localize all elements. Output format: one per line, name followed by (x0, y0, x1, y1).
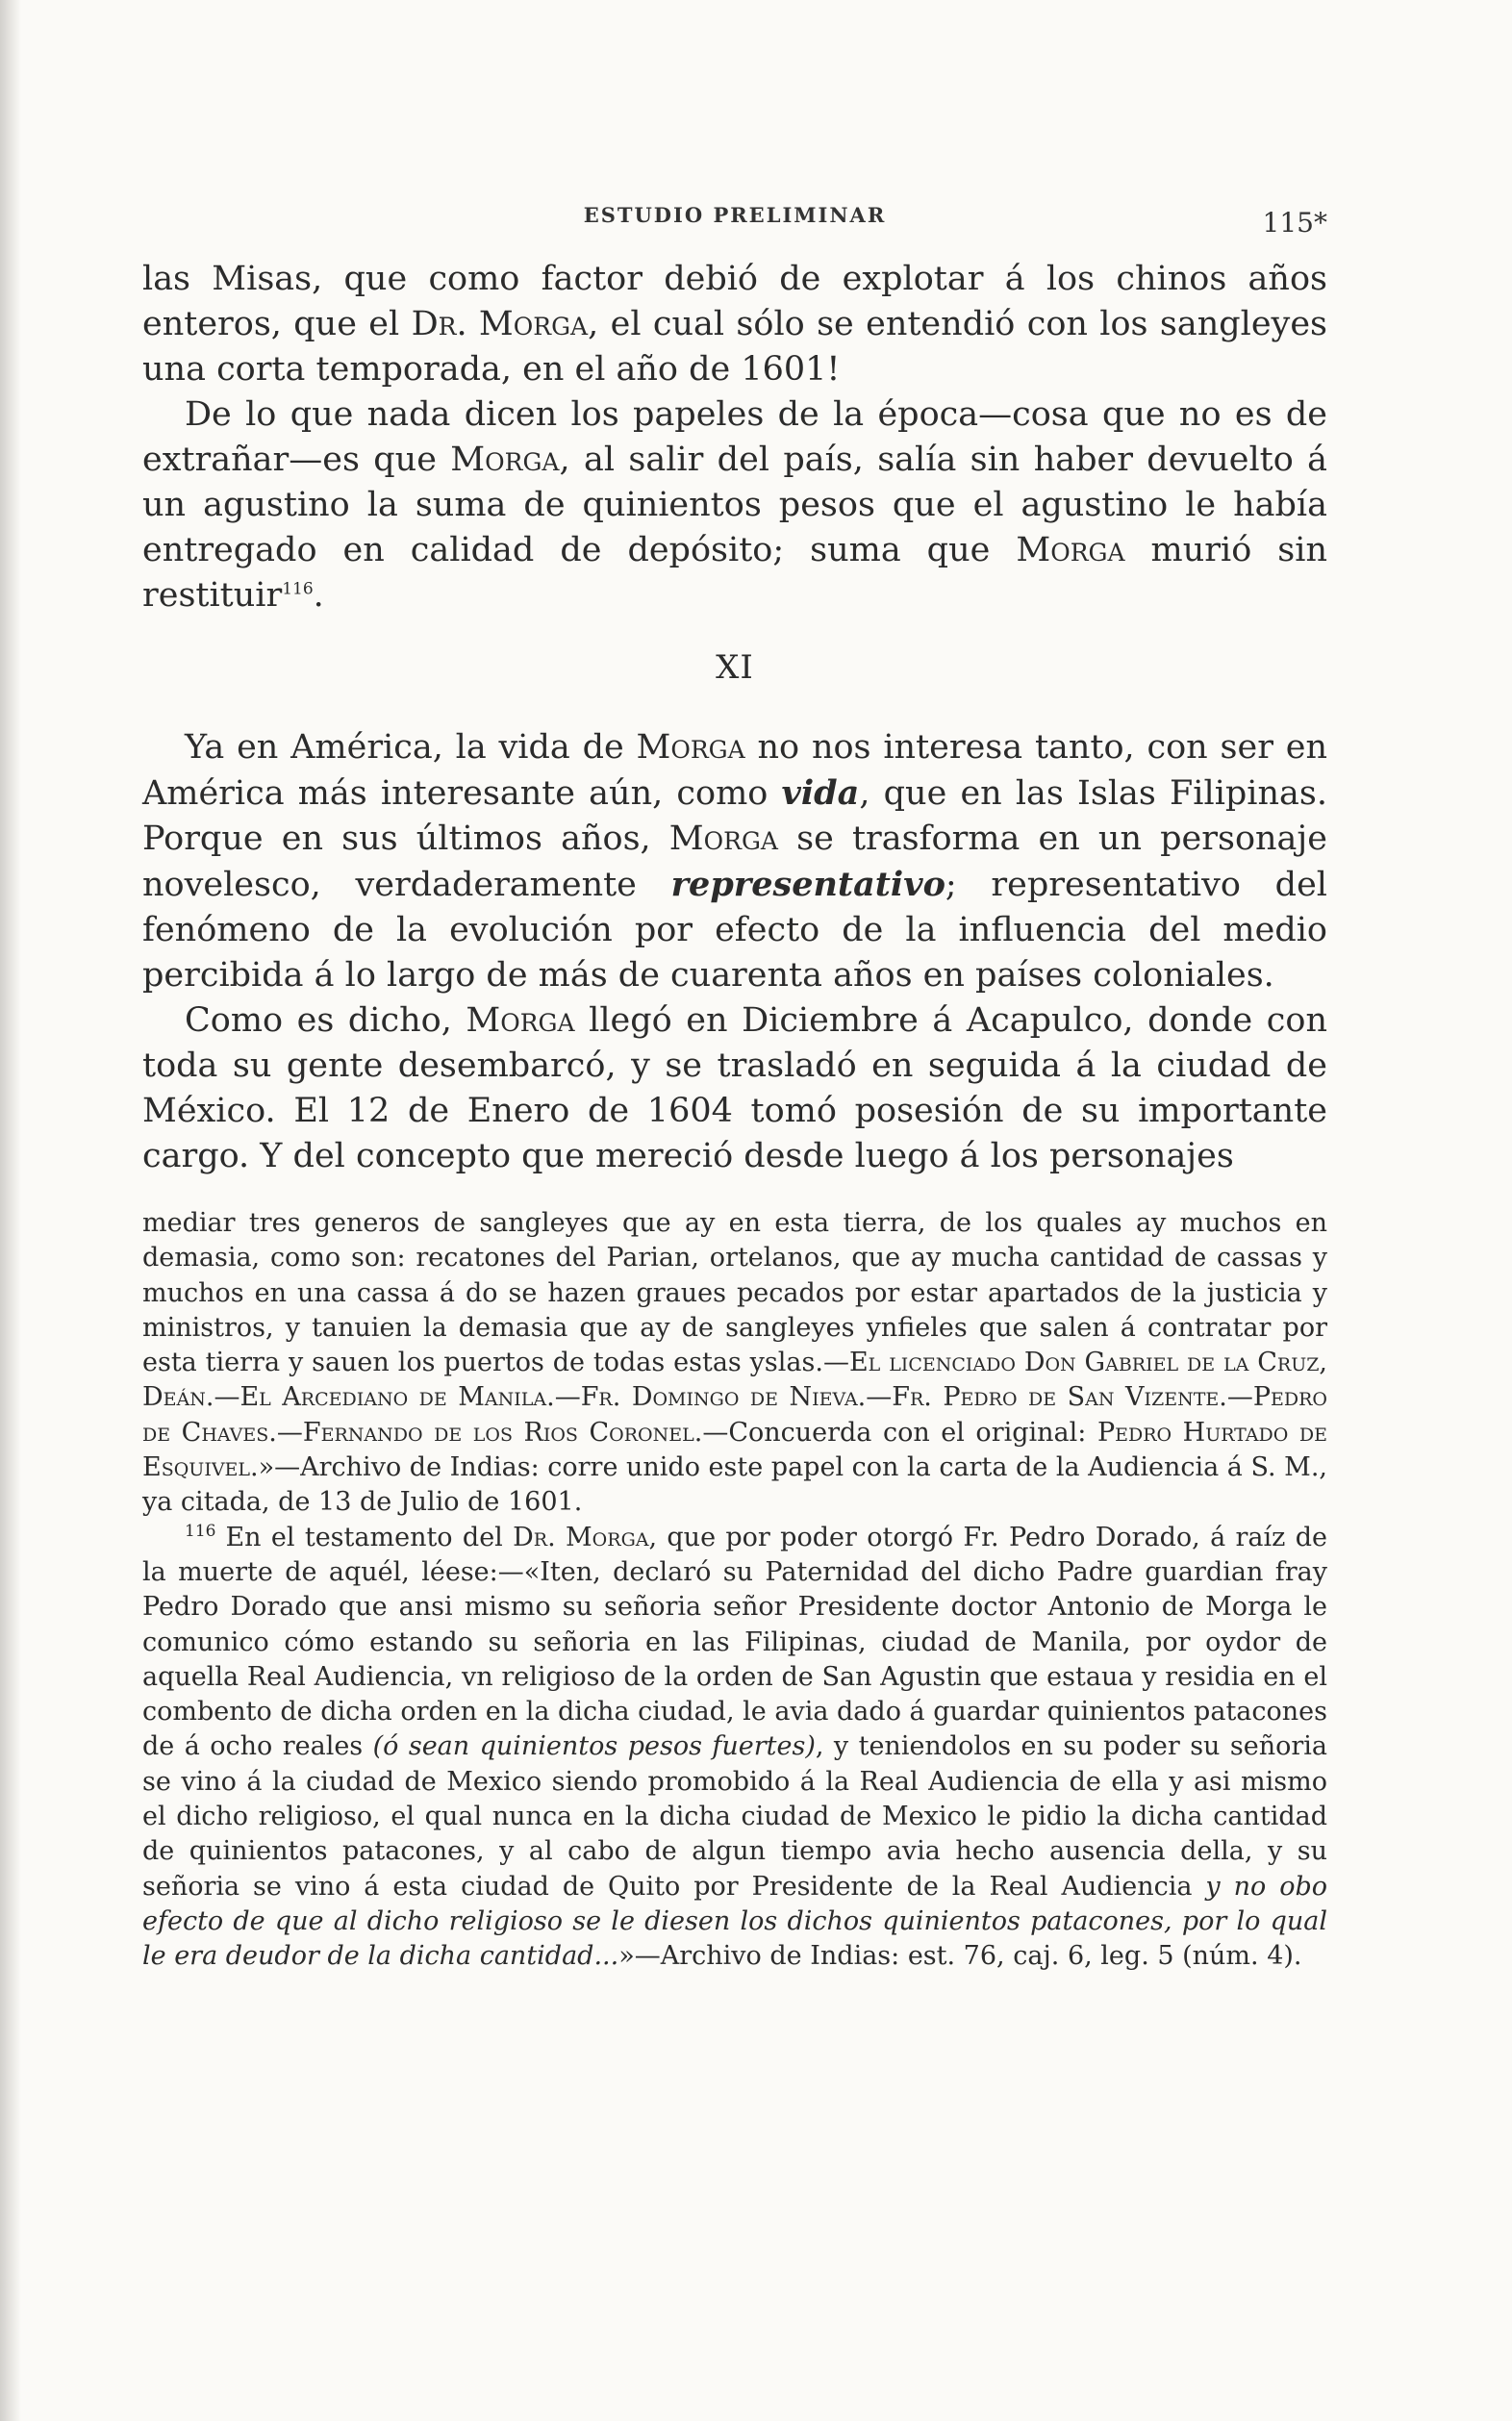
author-name: Morga (466, 1001, 575, 1040)
footnote-continuation: mediar tres generos de sangleyes que ay en esta tierra, de los quales ay muchos en demasia, como son: recatones del Parian, ortelanos, que ay mucha cantidad de cassas y muchos en una cassa á do se hazen graues pecados por estar apartados de la justicia y ministros, y tanuien la demasia que ay de sangleyes ynfieles que salen á contratar por esta tierra y sauen los puertos de todas estas yslas.—El licenciado Don Gabriel de la Cruz, Deán.—El Arcediano de Manila.—Fr. Domingo de Nieva.—Fr. Pedro de San Vizente.—Pedro de Chaves.—Fernando de los Rios Coronel.—Concuerda con el original: Pedro Hurtado de Esquivel.»—Archivo de Indias: corre unido este papel con la carta de la Audiencia á S. M., ya citada, de 13 de Julio de 1601. (142, 1208, 1327, 1518)
page-number: 115* (1262, 207, 1327, 239)
emphasis-representativo: representativo (670, 865, 945, 904)
footnote-116: $^{116}$ En el testamento del Dr. Morga, que por poder otorgó Fr. Pedro Dorado, á raíz de la muerte de aquél, léese:—«Iten, declaró su Paternidad del dicho Padre guardian fray Pedro Dorado que ansi mismo su señoria señor Presidente doctor Antonio de Morga le comunico cómo estando su señoria en las Filipinas, ciudad de Manila, por oydor de aquella Real Audiencia, vn religioso de la orden de San Agustin que estaua y residia en el combento de dicha orden en la dicha ciudad, le avia dado á guardar quinientos patacones de á ocho reales (ó sean quinientos pesos fuertes), y teniendolos en su poder su señoria se vino á la ciudad de Mexico siendo promobido á la Real Audiencia de ella y asi mismo el dicho religioso, el qual nunca en la dicha ciudad de Mexico le pidio la dicha cantidad de quinientos patacones, y al cabo de algun tiempo avia hecho ausencia della, y su señoria se vino á esta ciudad de Quito por Presidente de la Real Audiencia y no obo efecto de que al dicho religioso se le diesen los dichos quinientos patacones, por lo qual le era deudor de la dicha cantidad...»—Archivo de Indias: est. 76, caj. 6, leg. 5 (núm. 4). (142, 1521, 1327, 1972)
italic-quote: y no obo efecto de que al dicho religioso se le diesen los dichos quinientos patacones, por lo qual le era deudor de la dicha cantidad... (142, 1871, 1327, 1972)
paragraph-acapulco: Como es dicho, Morga llegó en Diciembre á Acapulco, donde con toda su gente desembarcó, y se trasladó en seguida á la ciudad de México. El 12 de Enero de 1604 tomó posesión de su importante cargo. Y del concepto que mereció desde luego á los personajes (142, 1001, 1327, 1175)
emphasis-vida: vida (781, 773, 860, 813)
author-name: Morga (1016, 531, 1125, 569)
signatories: El licenciado Don Gabriel de la Cruz, Deán.—El Arcediano de Manila.—Fr. Domingo de Nieva.—Fr. Pedro de San Vizente.—Pedro de Chaves.—Fernando de los Rios Coronel. (142, 1348, 1327, 1448)
main-text (142, 257, 1327, 1179)
footnotes (142, 1206, 1327, 1975)
author-name: Dr. Morga (513, 1522, 649, 1552)
author-name: Morga (636, 728, 745, 767)
paragraph-america: Ya en América, la vida de Morga no nos interesa tanto, con ser en América más interesante aún, como vida, que en las Islas Filipinas. Porque en sus últimos años, Morga se trasforma en un personaje novelesco, verdaderamente representativo; representativo del fenómeno de la evolución por efecto de la influencia del medio percibida á lo largo de más de cuarenta años en países coloniales. (142, 728, 1327, 995)
section-heading: XI (716, 648, 754, 687)
italic-aside: (ó sean quinientos pesos fuertes) (372, 1731, 816, 1762)
footnote-ref-116: 116 (282, 579, 314, 599)
book-page (142, 197, 1327, 1975)
footnote-number: 116 (185, 1521, 216, 1541)
running-title: ESTUDIO PRELIMINAR (583, 203, 887, 227)
page-edge-shadow (0, 0, 21, 2421)
signatory-esquivel: Pedro Hurtado de Esquivel. (142, 1417, 1327, 1483)
paragraph-continuation: las Misas, que como factor debió de explotar á los chinos años enteros, que el Dr. Morga, el cual sólo se entendió con los sangleyes una corta temporada, en el año de 1601! (142, 260, 1327, 389)
author-name: Dr. Morga (411, 305, 589, 343)
author-name: Morga (450, 441, 560, 479)
author-name: Morga (668, 820, 778, 858)
running-head (142, 197, 1327, 239)
paragraph-deposit: De lo que nada dicen los papeles de la época—cosa que no es de extrañar—es que Morga, al salir del país, salía sin haber devuelto á un agustino la suma de quinientos pesos que el agustino le había entregado en calidad de depósito; suma que Morga murió sin restituir$^{116}$. (142, 395, 1327, 615)
